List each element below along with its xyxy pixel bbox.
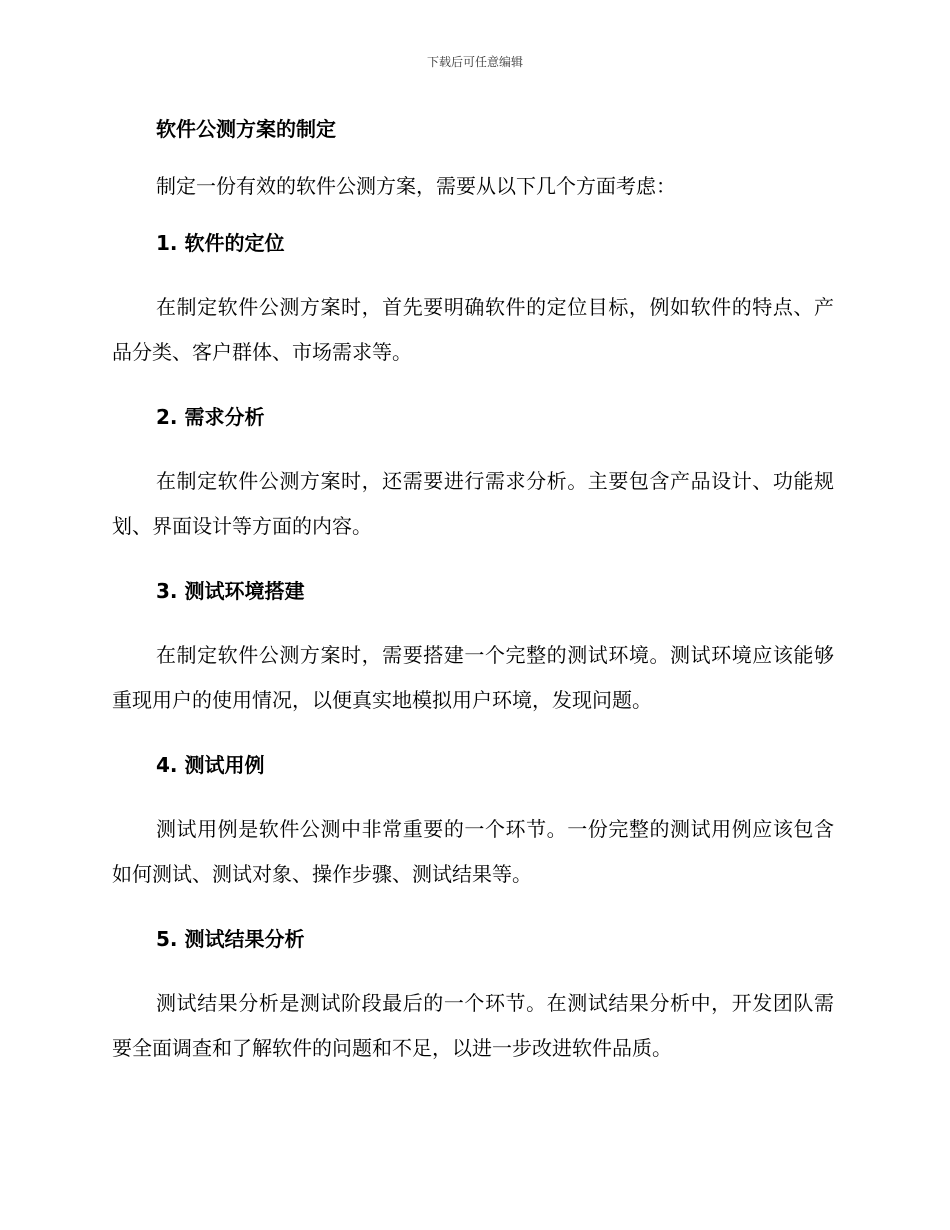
section-result-analysis [112,924,834,1071]
section-test-cases [112,750,834,897]
document-title: 软件公测方案的制定 [156,117,336,141]
section-body: 在制定软件公测方案时，首先要明确软件的定位目标，例如软件的特点、产品分类、客户群体、市场需求等。 [112,295,834,364]
header-note: 下载后可任意编辑 [426,55,523,69]
section-heading: 1. 软件的定位 [156,231,285,255]
section-test-environment [112,576,834,723]
section-heading: 5. 测试结果分析 [156,927,305,951]
section-heading: 3. 测试环境搭建 [156,579,305,603]
document-intro: 制定一份有效的软件公测方案，需要从以下几个方面考虑： [156,174,676,198]
document-content [112,114,834,1071]
section-requirements [112,402,834,549]
section-body: 在制定软件公测方案时，需要搭建一个完整的测试环境。测试环境应该能够重现用户的使用情况，以便真实地模拟用户环境，发现问题。 [112,643,834,712]
section-heading: 2. 需求分析 [156,405,265,429]
section-positioning [112,228,834,375]
section-body: 测试结果分析是测试阶段最后的一个环节。在测试结果分析中，开发团队需要全面调查和了解软件的问题和不足，以进一步改进软件品质。 [112,991,834,1060]
section-heading: 4. 测试用例 [156,753,265,777]
section-body: 在制定软件公测方案时，还需要进行需求分析。主要包含产品设计、功能规划、界面设计等方面的内容。 [112,469,834,538]
section-body: 测试用例是软件公测中非常重要的一个环节。一份完整的测试用例应该包含如何测试、测试对象、操作步骤、测试结果等。 [112,817,834,886]
